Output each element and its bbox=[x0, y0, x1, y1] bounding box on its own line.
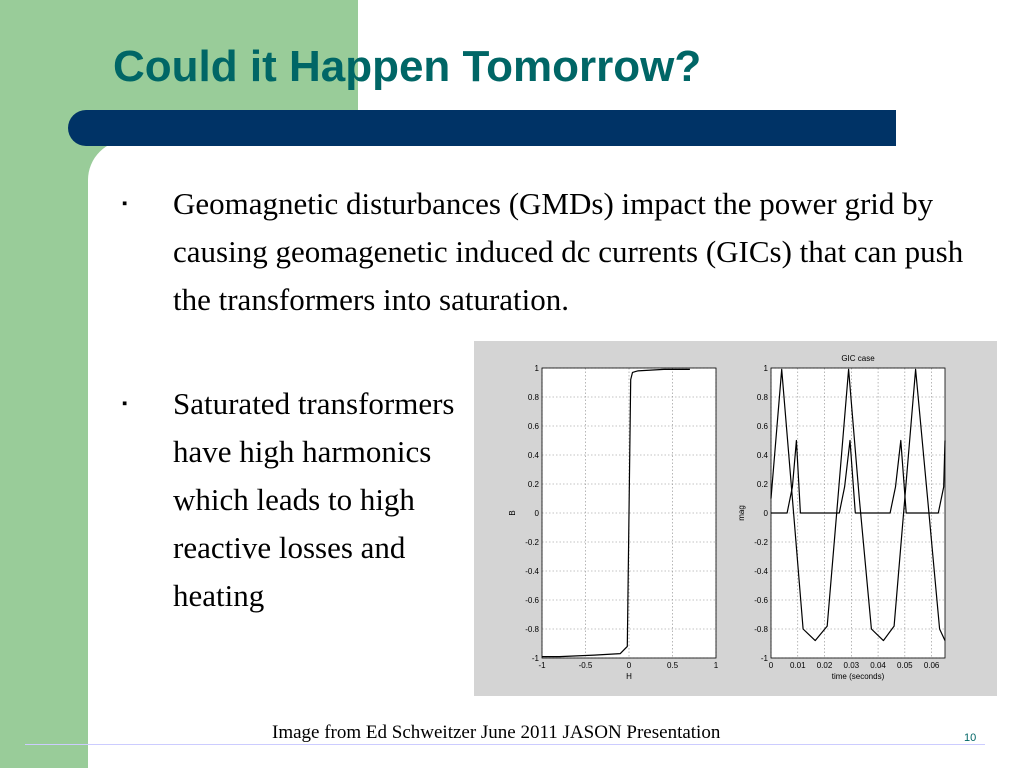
bullet-item bbox=[122, 380, 473, 620]
y-tick-label: 1 bbox=[763, 364, 768, 373]
y-tick-label: -0.4 bbox=[525, 567, 539, 576]
y-tick-label: -0.6 bbox=[754, 596, 768, 605]
x-tick-label: -1 bbox=[538, 661, 546, 670]
chart-figure bbox=[474, 341, 997, 696]
x-tick-label: 0.05 bbox=[897, 661, 913, 670]
x-axis-label: time (seconds) bbox=[831, 672, 885, 681]
y-tick-label: 0.4 bbox=[756, 451, 768, 460]
image-caption: Image from Ed Schweitzer June 2011 JASON Presentation bbox=[272, 722, 721, 743]
x-tick-label: 0.02 bbox=[816, 661, 833, 670]
chart-svg bbox=[474, 341, 997, 696]
x-tick-label: 0.06 bbox=[923, 661, 940, 670]
y-tick-label: 0 bbox=[763, 509, 768, 518]
x-tick-label: 0.01 bbox=[789, 661, 806, 670]
y-tick-label: -0.6 bbox=[525, 596, 539, 605]
bullet-text: Saturated transformers have high harmonics which leads to high reactive losses and heating bbox=[173, 386, 455, 613]
x-axis-label: H bbox=[626, 672, 632, 681]
bullet-square-icon: ▪ bbox=[122, 196, 128, 212]
footer-divider bbox=[25, 744, 985, 745]
bullet-item bbox=[122, 180, 1003, 324]
y-axis-label: mag bbox=[737, 505, 746, 521]
bullet-text: Geomagnetic disturbances (GMDs) impact the power grid by causing geomagenetic induced dc currents (GICs) that can push the transformers into saturation. bbox=[173, 186, 964, 317]
x-tick-label: 0.04 bbox=[870, 661, 886, 670]
y-tick-label: 0.2 bbox=[527, 480, 539, 489]
y-tick-label: 0.4 bbox=[527, 451, 539, 460]
y-tick-label: -0.2 bbox=[754, 538, 768, 547]
x-tick-label: 0.03 bbox=[843, 661, 860, 670]
y-tick-label: 1 bbox=[534, 364, 539, 373]
y-axis-label: B bbox=[508, 510, 517, 516]
x-tick-label: 0.5 bbox=[666, 661, 679, 670]
y-tick-label: -1 bbox=[760, 654, 768, 663]
y-tick-label: 0.6 bbox=[756, 422, 768, 431]
y-tick-label: 0.8 bbox=[527, 393, 539, 402]
y-tick-label: -0.8 bbox=[754, 625, 768, 634]
y-tick-label: -0.2 bbox=[525, 538, 539, 547]
y-tick-label: -1 bbox=[531, 654, 539, 663]
x-tick-label: 0 bbox=[626, 661, 632, 670]
x-tick-label: 0 bbox=[768, 661, 774, 670]
chart-2 bbox=[737, 354, 945, 681]
slide-title: Could it Happen Tomorrow? bbox=[113, 42, 702, 91]
chart-1 bbox=[508, 364, 719, 681]
x-tick-label: -0.5 bbox=[578, 661, 593, 670]
y-tick-label: -0.4 bbox=[754, 567, 768, 576]
y-tick-label: 0.6 bbox=[527, 422, 539, 431]
page-number: 10 bbox=[964, 732, 977, 744]
bullet-square-icon: ▪ bbox=[122, 396, 128, 412]
y-tick-label: -0.8 bbox=[525, 625, 539, 634]
x-tick-label: 1 bbox=[713, 661, 719, 670]
y-tick-label: 0.8 bbox=[756, 393, 768, 402]
title-underline-band bbox=[68, 110, 896, 146]
y-tick-label: 0 bbox=[534, 509, 539, 518]
chart-title: GIC case bbox=[841, 354, 875, 363]
y-tick-label: 0.2 bbox=[756, 480, 768, 489]
